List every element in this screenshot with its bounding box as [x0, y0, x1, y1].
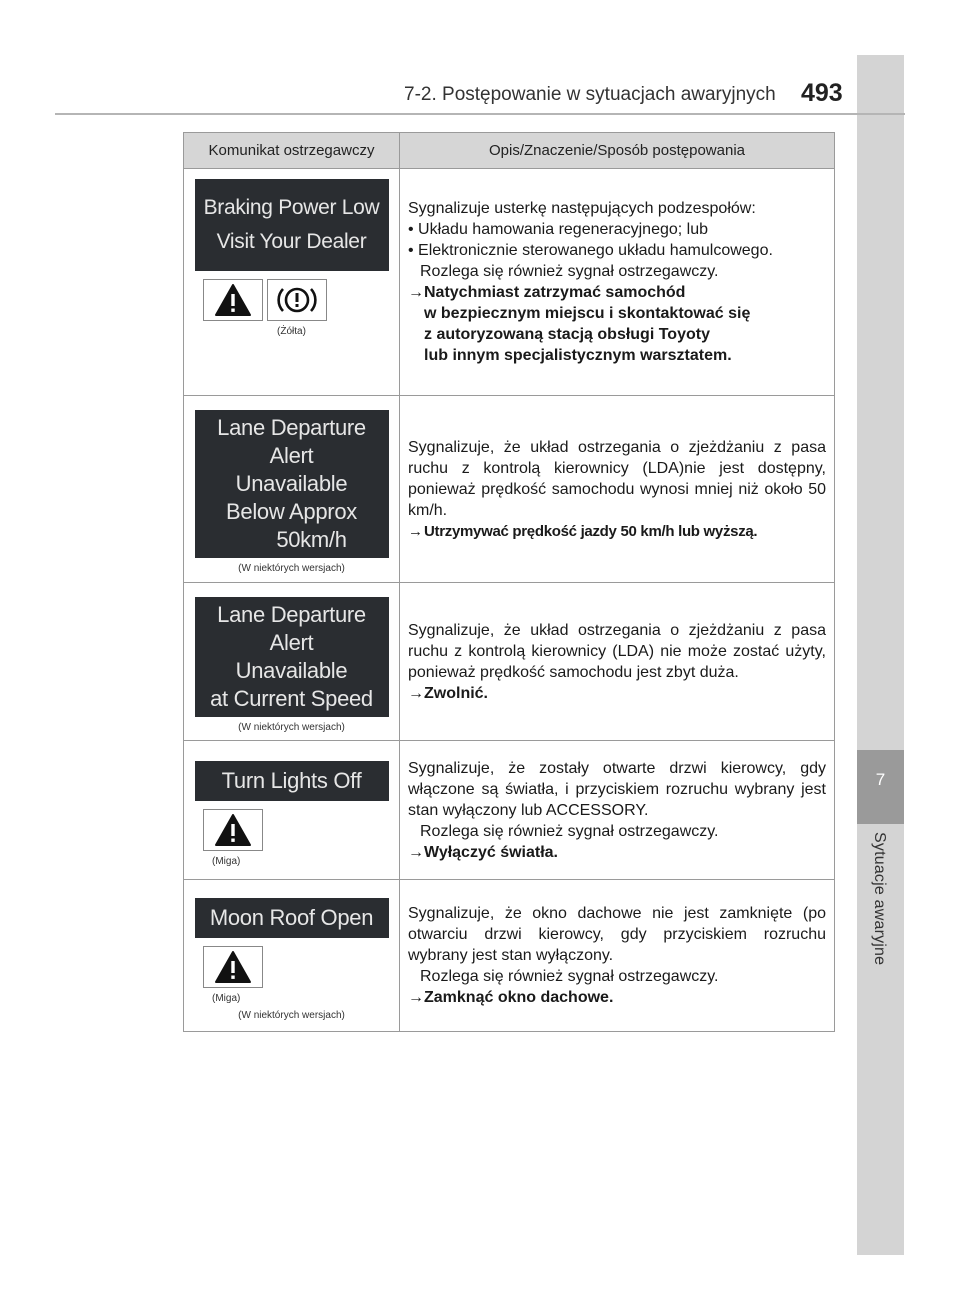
description-extra: Rozlega się również sygnał ostrzegawczy. — [420, 822, 719, 840]
display-line: Moon Roof Open — [209, 905, 374, 930]
table-row — [184, 583, 835, 741]
message-display-cell — [184, 880, 400, 1032]
message-description-cell — [400, 169, 835, 396]
description-text: Sygnalizuje, że układ ostrzegania o zjeżdżaniu z pasa ruchu z kontrolą kierownicy (LDA)nie jest dostępny, ponieważ prędkość samochodu wynosi mniej niż około 50 km/h. — [408, 438, 826, 519]
message-display-cell — [184, 583, 400, 741]
column-header-message: Komunikat ostrzegawczy — [184, 133, 400, 169]
warning-messages-table — [183, 132, 835, 1032]
message-display — [195, 179, 389, 271]
message-display-cell — [184, 169, 400, 396]
indicator-icons — [203, 946, 393, 988]
message-description-cell — [400, 396, 835, 583]
message-display-cell — [184, 396, 400, 583]
description-text: Sygnalizuje, że okno dachowe nie jest zamknięte (po otwarciu drzwi kierowcy, gdy przyciskiem rozruchu wybrany jest stan wyłączony. — [408, 905, 826, 964]
display-line: Lane Departure — [217, 602, 366, 627]
display-line: Turn Lights Off — [221, 768, 362, 793]
action-instruction: →Wyłączyć światła. — [408, 843, 558, 861]
message-display — [195, 410, 389, 558]
arrow-icon: → — [408, 684, 424, 702]
action-instruction: →Zwolnić. — [408, 684, 488, 702]
display-line: Braking Power Low — [203, 196, 380, 219]
display-note: (Miga) — [212, 993, 241, 1004]
table-header-row — [184, 133, 835, 169]
arrow-icon: → — [408, 284, 424, 301]
header-divider — [55, 113, 905, 115]
message-display — [195, 761, 389, 801]
sidebar-band — [857, 55, 904, 1255]
display-line: at Current Speed — [210, 686, 373, 711]
sidebar-section-number: 7 — [875, 770, 886, 789]
arrow-icon: → — [408, 522, 423, 540]
display-line: Alert — [269, 443, 314, 468]
table-row — [184, 396, 835, 583]
display-note: (W niektórych wersjach) — [238, 563, 345, 574]
action-instruction: →Zamknąć okno dachowe. — [408, 989, 614, 1006]
display-line: Below Approx — [226, 499, 357, 524]
display-note-secondary: (W niektórych wersjach) — [238, 1010, 345, 1021]
description-line: Sygnalizuje usterkę następujących podzespołów: — [408, 200, 756, 217]
message-description-cell — [400, 880, 835, 1032]
description-text: Sygnalizuje, że układ ostrzegania o zjeżdżaniu z pasa ruchu z kontrolą kierownicy (LDA) nie może zostać użyty, ponieważ prędkość samochodu jest zbyt duża. — [408, 621, 826, 681]
warning-triangle-icon — [203, 809, 263, 851]
table-row — [184, 169, 835, 396]
arrow-icon: → — [408, 989, 424, 1006]
message-display — [195, 898, 389, 938]
message-description-cell — [400, 741, 835, 880]
display-line: Unavailable — [235, 471, 348, 496]
table-row — [184, 880, 835, 1032]
message-description-cell — [400, 583, 835, 741]
display-note: (Żółta) — [277, 326, 306, 337]
arrow-icon: → — [408, 843, 424, 861]
description-extra: Rozlega się również sygnał ostrzegawczy. — [420, 968, 719, 985]
brake-warning-icon — [267, 279, 327, 321]
display-line: Lane Departure — [217, 415, 366, 440]
description-line: Rozlega się również sygnał ostrzegawczy. — [420, 263, 719, 280]
description-line: • Układu hamowania regeneracyjnego; lub — [408, 221, 709, 238]
page-number: 493 — [801, 79, 843, 107]
message-display-cell — [184, 741, 400, 880]
warning-triangle-icon — [203, 946, 263, 988]
table-row — [184, 741, 835, 880]
warning-triangle-icon — [203, 279, 263, 321]
display-line: Alert — [269, 630, 314, 655]
action-instruction: →Natychmiast zatrzymać samochód w bezpiecznym miejscu i skontaktować się z autoryzowaną stacją obsługi Toyoty lub innym specjalistycznym warsztatem. — [408, 284, 751, 364]
indicator-icons — [203, 809, 393, 851]
description-text: Sygnalizuje, że zostały otwarte drzwi kierowcy, gdy włączone są światła, i przyciskiem rozruchu wybrany jest stan wyłączony lub ACCESSORY. — [408, 759, 826, 819]
message-display — [195, 597, 389, 717]
column-header-description: Opis/Znaczenie/Sposób postępowania — [400, 133, 835, 169]
page-header-title: 7-2. Postępowanie w sytuacjach awaryjnych — [404, 84, 776, 105]
display-note: (W niektórych wersjach) — [238, 722, 345, 733]
description-line: • Elektronicznie sterowanego układu hamulcowego. — [408, 242, 773, 259]
sidebar-section-title: Sytuacje awaryjne — [871, 832, 888, 966]
action-instruction: →Utrzymywać prędkość jazdy 50 km/h lub wyższą. — [408, 522, 758, 540]
display-line: Unavailable — [235, 658, 348, 683]
display-line: Visit Your Dealer — [216, 230, 367, 253]
indicator-icons — [203, 279, 393, 321]
display-note: (Miga) — [212, 856, 241, 867]
display-line: 50km/h — [276, 527, 347, 552]
